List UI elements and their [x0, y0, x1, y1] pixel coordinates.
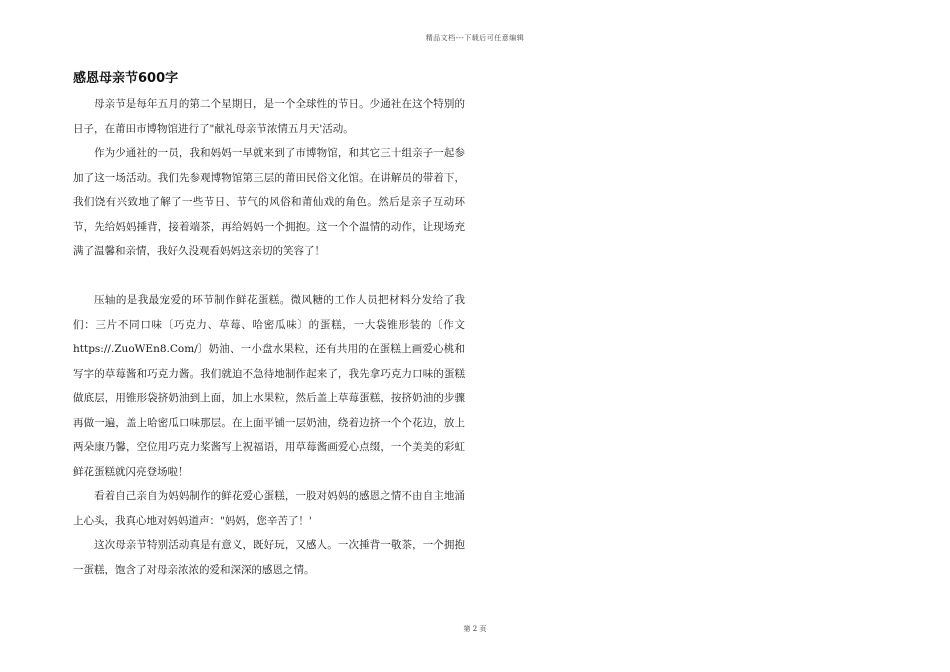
paragraph-3: 压轴的是我最宠爱的环节制作鲜花蛋糕。微风糖的工作人员把材料分发给了我们：三片不同口味〔巧克力、草莓、哈密瓜味〕的蛋糕，一大袋锥形装的〔作文https://.ZuoWEn8.Com/〕奶油、一小盘水果粒，还有共用的在蛋糕上画爱心桃和写字的草莓酱和巧克力酱。我们就迫不急待地制作起来了，我先拿巧克力口味的蛋糕做底层，用锥形袋挤奶油到上面，加上水果粒，然后盖上草莓蛋糕，按挤奶油的步骤再做一遍，盖上哈密瓜口味那层。在上面平铺一层奶油，绕着边挤一个个花边，放上两朵康乃馨，空位用巧克力桨酱写上祝福语，用草莓酱画爱心点缀，一个美美的彩虹鲜花蛋糕就闪亮登场啦！	[73, 294, 465, 478]
paragraph-4: 看着自己亲自为妈妈制作的鲜花爱心蛋糕，一股对妈妈的感恩之情不由自主地涌上心头，我真心地对妈妈道声："妈妈，您辛苦了！'	[73, 490, 465, 527]
paragraph-1: 母亲节是每年五月的第二个星期日，是一个全球性的节日。少通社在这个特别的日子，在莆田市博物馆进行了"献礼母亲节浓情五月天'活动。	[73, 98, 465, 135]
document-body	[73, 92, 465, 582]
document-title: 感恩母亲节600字	[73, 71, 179, 86]
paragraph-5: 这次母亲节特别活动真是有意义，既好玩，又感人。一次捶背一敬茶，一个拥抱一蛋糕，饱含了对母亲浓浓的爱和深深的感恩之情。	[73, 539, 465, 576]
paragraph-spacer	[73, 264, 465, 289]
paragraph-2: 作为少通社的一员，我和妈妈一早就来到了市博物馆，和其它三十组亲子一起参加了这一场活动。我们先参观博物馆第三层的莆田民俗文化馆。在讲解员的带着下，我们饶有兴致地了解了一些节日、节气的风俗和莆仙戏的角色。然后是亲子互动环节，先给妈妈捶背，接着端茶，再给妈妈一个拥抱。这一个个温情的动作，让现场充满了温馨和亲情，我好久没观看妈妈这亲切的笑容了！	[73, 147, 465, 257]
page-number: 第 2 页	[463, 625, 487, 633]
page-header: 精品文档---下载后可任意编辑	[425, 34, 525, 42]
